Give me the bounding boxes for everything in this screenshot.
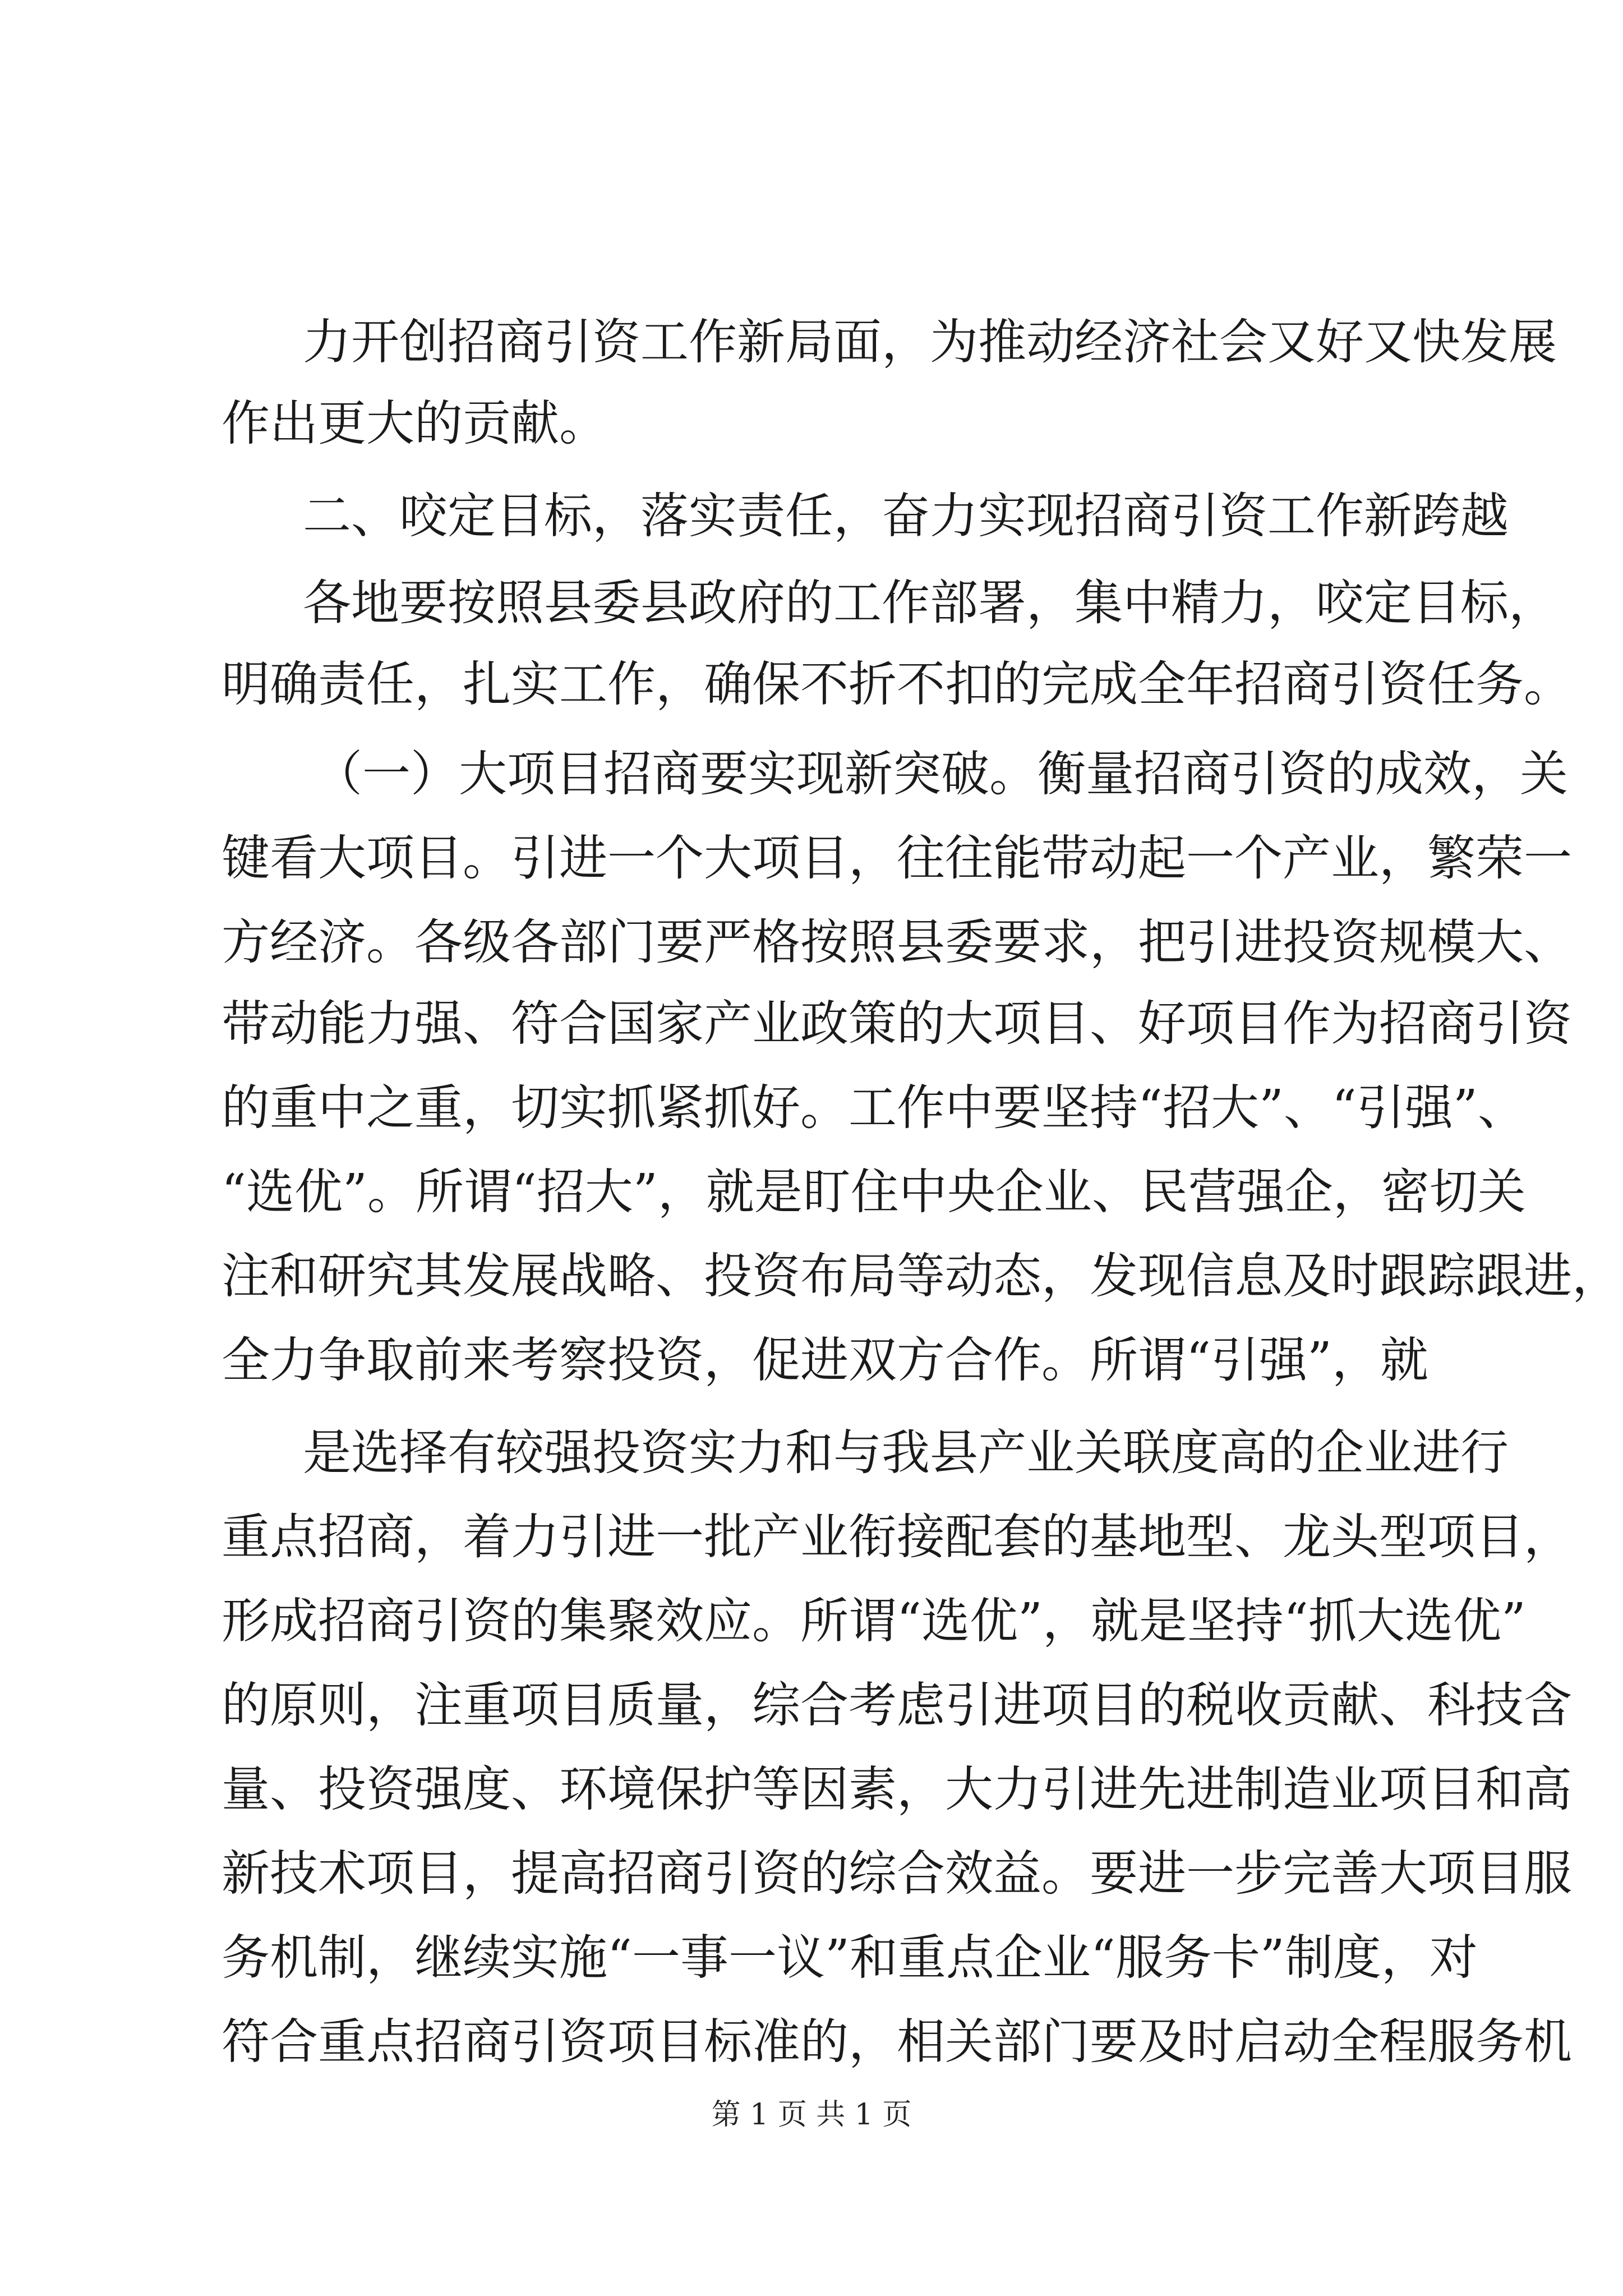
text-line: 力开创招商引资工作新局面，为推动经济社会又好又快发展 (303, 314, 1557, 370)
text-line: 新技术项目，提高招商引资的综合效益。要进一步完善大项目服 (222, 1846, 1572, 1902)
text-line: 量、投资强度、环境保护等因素，大力引进先进制造业项目和高 (222, 1761, 1572, 1818)
text-line: 重点招商，着力引进一批产业衔接配套的基地型、龙头型项目， (222, 1509, 1572, 1565)
text-line: 符合重点招商引资项目标准的，相关部门要及时启动全程服务机 (222, 2014, 1572, 2070)
text-line: 方经济。各级各部门要严格按照县委要求，把引进投资规模大、 (222, 914, 1572, 970)
text-line: 全力争取前来考察投资，促进双方合作。所谓“引强”，就 (222, 1332, 1428, 1388)
text-line: 是选择有较强投资实力和与我县产业关联度高的企业进行 (303, 1425, 1509, 1481)
text-line: 带动能力强、符合国家产业政策的大项目、好项目作为招商引资 (222, 996, 1572, 1052)
text-line: 作出更大的贡献。 (222, 395, 607, 452)
text-line: 务机制，继续实施“一事一议”和重点企业“服务卡”制度，对 (222, 1930, 1478, 1986)
text-line: 的原则，注重项目质量，综合考虑引进项目的税收贡献、科技含 (222, 1677, 1572, 1733)
page-footer: 第 1 页 共 1 页 (711, 2098, 912, 2132)
text-line: 形成招商引资的集聚效应。所谓“选优”，就是坚持“抓大选优” (222, 1593, 1526, 1649)
text-line: （一）大项目招商要实现新突破。衡量招商引资的成效，关 (314, 746, 1568, 802)
text-line: 注和研究其发展战略、投资布局等动态，发现信息及时跟踪跟进， (222, 1248, 1620, 1304)
section-heading: 二、咬定目标，落实责任，奋力实现招商引资工作新跨越 (303, 488, 1509, 544)
text-line: 各地要按照县委县政府的工作部署，集中精力，咬定目标， (303, 575, 1557, 631)
text-line: 明确责任，扎实工作，确保不折不扣的完成全年招商引资任务。 (222, 656, 1572, 712)
text-line: “选优”。所谓“招大”，就是盯住中央企业、民营强企，密切关 (222, 1164, 1526, 1220)
text-line: 的重中之重，切实抓紧抓好。工作中要坚持“招大”、“引强”、 (222, 1080, 1526, 1136)
text-line: 键看大项目。引进一个大项目，往往能带动起一个产业，繁荣一 (222, 830, 1572, 886)
